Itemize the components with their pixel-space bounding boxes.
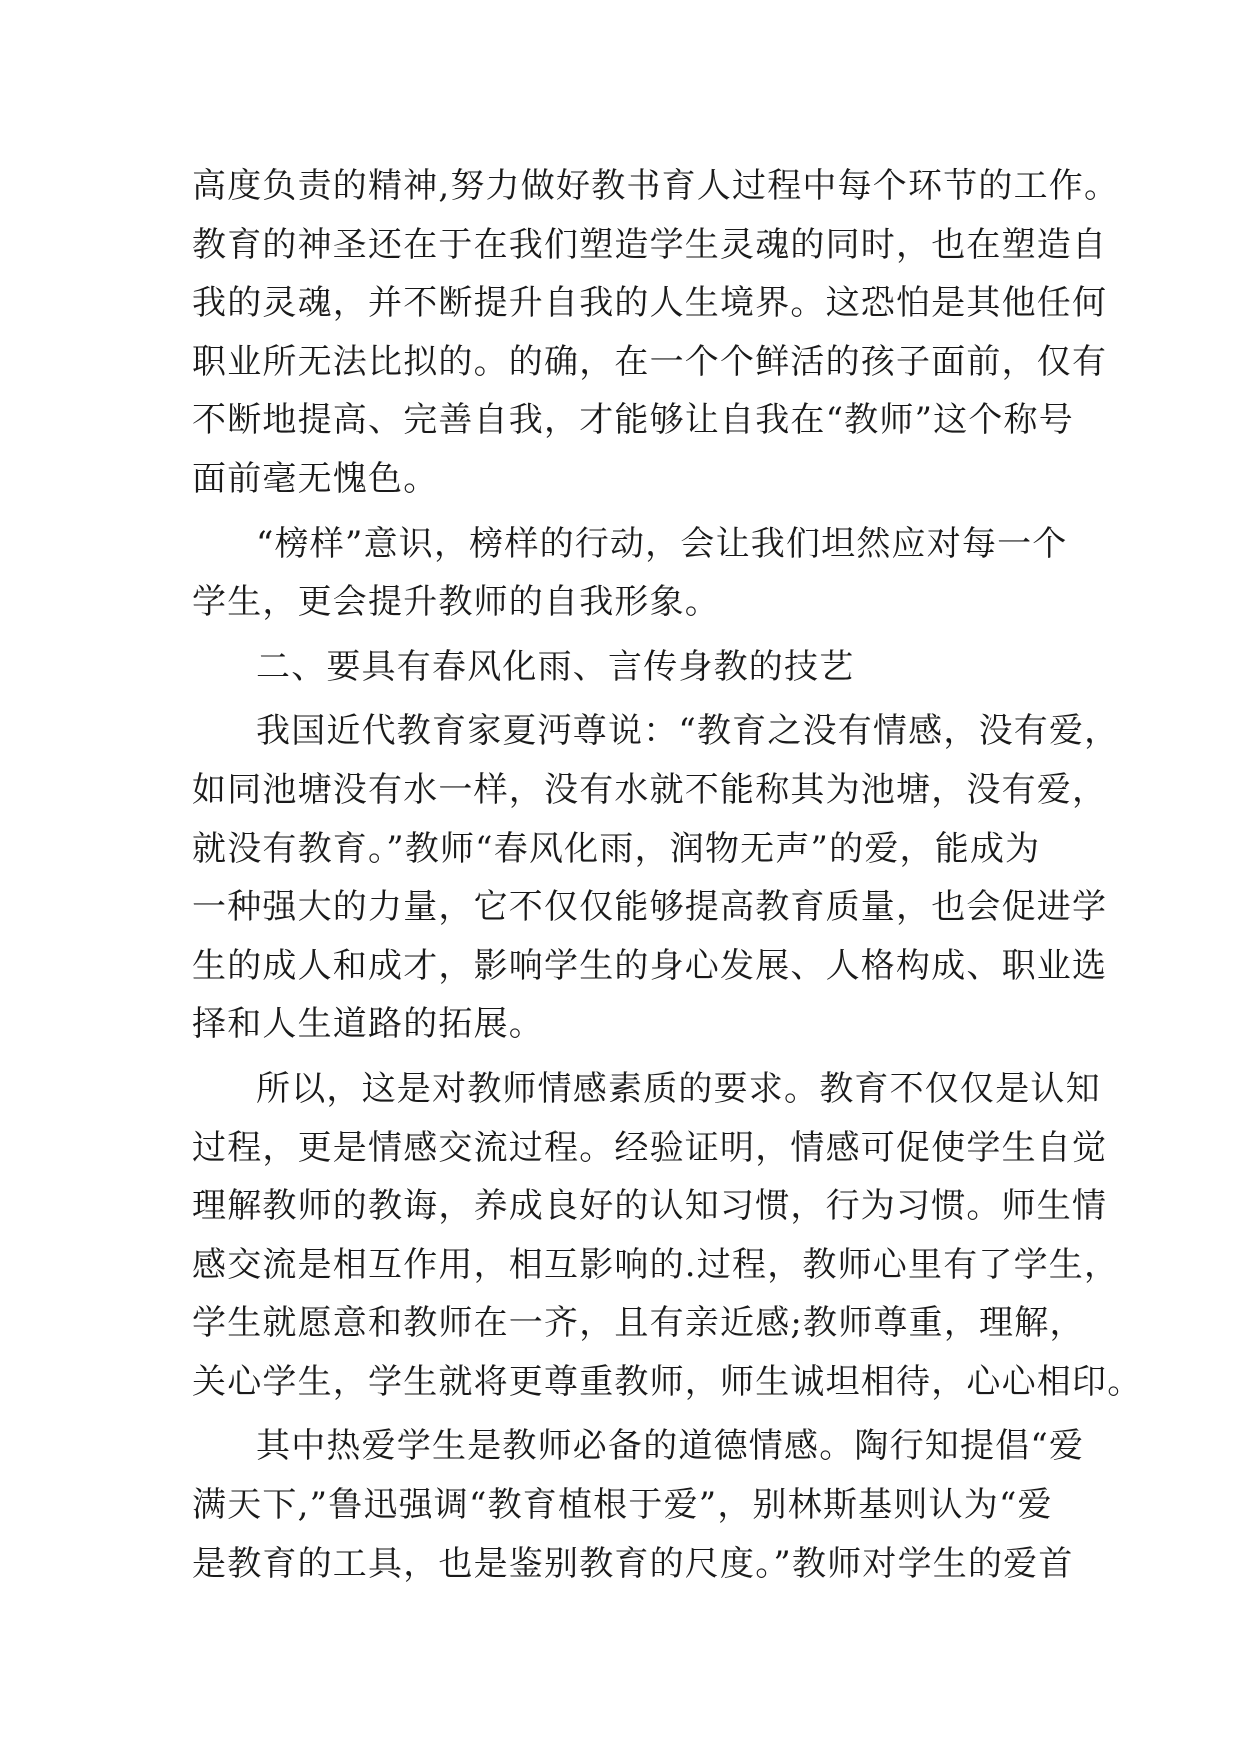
text-line: 满天下,”鲁迅强调“教育植根于爱”，别林斯基则认为“爱 (192, 1485, 1053, 1526)
text-line: 就没有教育。”教师“春风化雨，润物无声”的爱，能成为 (192, 828, 1041, 869)
text-line: 择和人生道路的拓展。 (192, 1004, 544, 1045)
text-line: 一种强大的力量，它不仅仅能够提高教育质量，也会促进学 (192, 887, 1108, 928)
paragraph-first-line: “榜样”意识，榜样的行动，会让我们坦然应对每一个 (256, 523, 1068, 564)
text-line: 我的灵魂，并不断提升自我的人生境界。这恐怕是其他任何 (192, 283, 1108, 324)
text-line: 生的成人和成才，影响学生的身心发展、人格构成、职业选 (192, 945, 1108, 986)
text-line: 学生就愿意和教师在一齐，且有亲近感;教师尊重，理解， (192, 1303, 1085, 1344)
text-line: 是教育的工具，也是鉴别教育的尺度。”教师对学生的爱首 (192, 1543, 1074, 1584)
paragraph-first-line: 其中热爱学生是教师必备的道德情感。陶行知提倡“爱 (256, 1426, 1085, 1467)
text-line: 感交流是相互作用，相互影响的.过程，教师心里有了学生， (192, 1244, 1120, 1285)
text-line: 面前毫无愧色。 (192, 458, 439, 499)
text-line: 如同池塘没有水一样，没有水就不能称其为池塘，没有爱， (192, 769, 1108, 810)
text-line: 过程，更是情感交流过程。经验证明，情感可促使学生自觉 (192, 1127, 1108, 1168)
text-line: 职业所无法比拟的。的确，在一个个鲜活的孩子面前，仅有 (192, 341, 1108, 382)
paragraph-first-line: 我国近代教育家夏沔尊说：“教育之没有情感，没有爱， (256, 711, 1120, 752)
paragraph-first-line: 所以，这是对教师情感素质的要求。教育不仅仅是认知 (256, 1068, 1101, 1109)
text-line: 理解教师的教诲，养成良好的认知习惯，行为习惯。师生情 (192, 1186, 1108, 1227)
body-text (192, 157, 1143, 1593)
text-line: 不断地提高、完善自我，才能够让自我在“教师”这个称号 (192, 400, 1074, 441)
text-line: 教育的神圣还在于在我们塑造学生灵魂的同时，也在塑造自 (192, 224, 1108, 265)
text-line: 关心学生，学生就将更尊重教师，师生诚坦相待，心心相印。 (192, 1361, 1143, 1402)
text-line: 学生，更会提升教师的自我形象。 (192, 582, 720, 623)
section-heading: 二、要具有春风化雨、言传身教的技艺 (256, 646, 855, 687)
text-line: 高度负责的精神,努力做好教书育人过程中每个环节的工作。 (192, 166, 1120, 206)
